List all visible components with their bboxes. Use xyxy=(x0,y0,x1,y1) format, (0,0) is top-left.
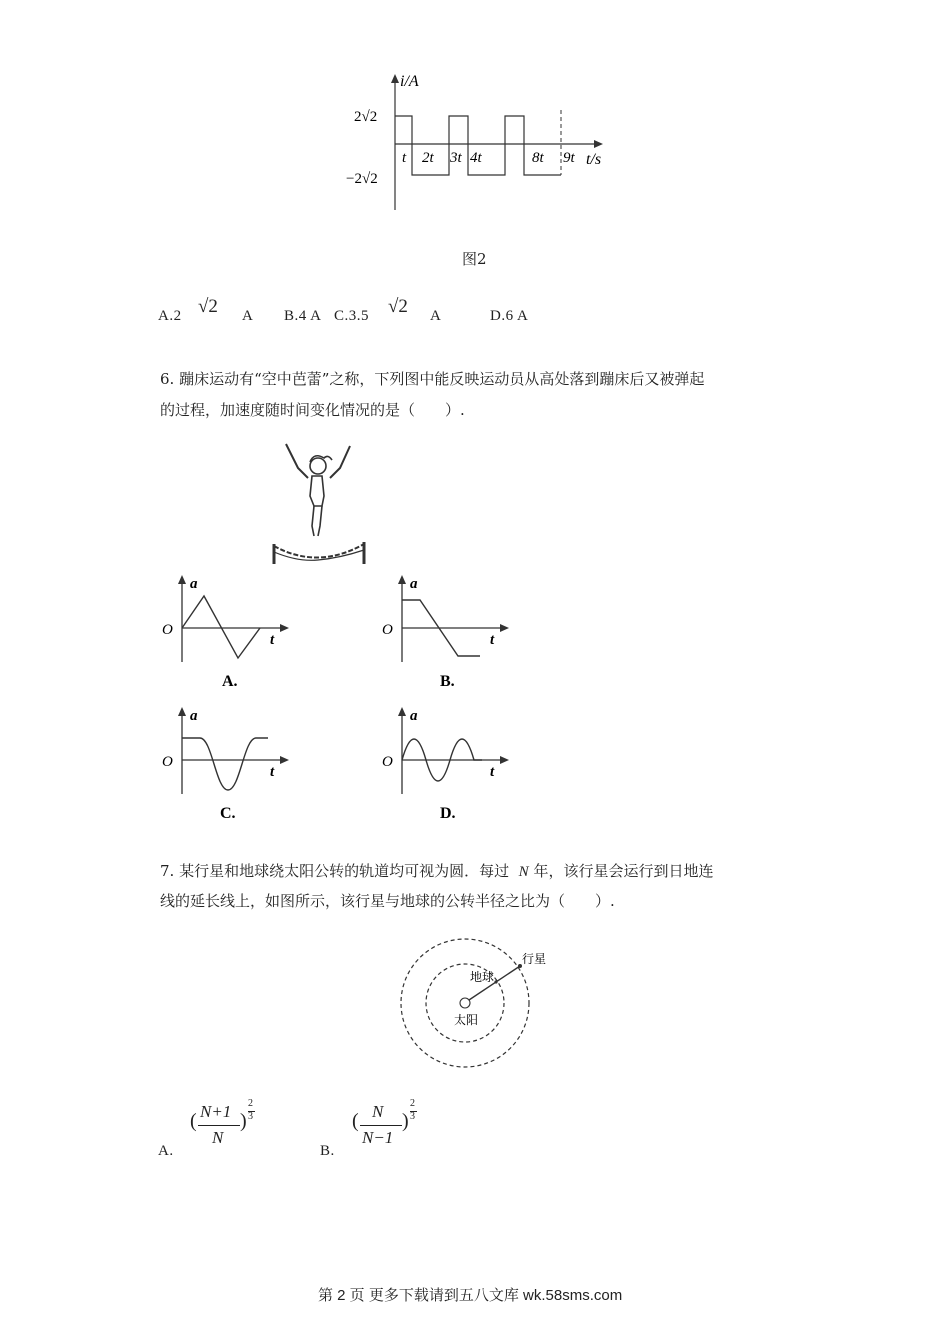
figure-2-square-wave xyxy=(340,70,620,220)
graph-a-axis-x: t xyxy=(270,632,275,648)
graph-b-label: B. xyxy=(440,673,455,690)
q6-graph-c xyxy=(152,702,302,822)
q7-a-exp-num: 2 xyxy=(248,1098,253,1109)
q5-option-c-unit: A xyxy=(430,308,442,324)
y-axis-arrow xyxy=(391,74,399,83)
q7-b-fraction-bar xyxy=(360,1125,402,1126)
q6-graph-d xyxy=(372,702,522,822)
q7-option-a-fraction: ( N+1 N ) 2 3 xyxy=(190,1098,253,1147)
q7-text-line1 xyxy=(160,860,713,883)
x-tick-t: t xyxy=(402,150,407,166)
graph-c-origin: O xyxy=(162,754,173,770)
q5-option-a xyxy=(158,305,182,327)
q5-option-a-unit: A xyxy=(242,308,254,324)
trampoline-athlete-illustration xyxy=(268,440,378,570)
graph-d-label: D. xyxy=(440,805,456,822)
graph-d-origin: O xyxy=(382,754,393,770)
q5-option-c-root: √2 xyxy=(388,296,408,317)
y-axis-label: i/A xyxy=(400,73,419,90)
q7-a-fraction-bar xyxy=(198,1125,240,1126)
q5-option-a-root: √2 xyxy=(198,296,218,317)
x-tick-2t: 2t xyxy=(422,150,434,166)
graph-b-axis-y: a xyxy=(410,576,418,592)
q7-text-line2: 线的延长线上，如图所示，该行星与地球的公转半径之比为（ ）. xyxy=(160,892,615,910)
q7-b-exp-den: 3 xyxy=(410,1111,415,1122)
x-tick-4t: 4t xyxy=(470,150,482,166)
q5-option-d: D.6 A xyxy=(490,308,529,324)
graph-c-axis-y: a xyxy=(190,708,198,724)
x-tick-3t: 3t xyxy=(450,150,462,166)
q6-text-line1: 6. 蹦床运动有“空中芭蕾”之称，下列图中能反映运动员从高处落到蹦床后又被弹起 xyxy=(160,370,705,388)
q7-b-exp-num: 2 xyxy=(410,1098,415,1109)
x-axis-label: t/s xyxy=(586,151,602,168)
label-earth: 地球 xyxy=(470,970,495,984)
sun-circle xyxy=(460,998,470,1008)
q5-option-a-prefix: A.2 xyxy=(158,308,182,324)
graph-a-axis-y: a xyxy=(190,576,198,592)
q6-graph-a xyxy=(152,572,302,692)
q7-a-denominator: N xyxy=(212,1128,224,1147)
q7-a-exp-den: 3 xyxy=(248,1111,253,1122)
q6-graph-b xyxy=(372,572,522,692)
q7-text-part1: 7. 某行星和地球绕太阳公转的轨道均可视为圆．每过 xyxy=(160,862,510,880)
q7-option-a-label: A. xyxy=(158,1143,174,1159)
graph-c-label: C. xyxy=(220,805,236,822)
label-planet: 行星 xyxy=(522,952,546,966)
page-footer: 第 2 页 更多下载请到五八文库 wk.58sms.com xyxy=(318,1287,623,1304)
figure-2-caption: 图2 xyxy=(462,250,487,268)
graph-a-label: A. xyxy=(222,673,238,690)
q5-option-b: B.4 A xyxy=(284,308,322,324)
q7-a-numerator: N+1 xyxy=(200,1102,232,1121)
graph-d-axis-y: a xyxy=(410,708,418,724)
q7-var-n: N xyxy=(518,864,529,880)
label-sun: 太阳 xyxy=(454,1013,479,1027)
graph-a-origin: O xyxy=(162,622,173,638)
current-waveform xyxy=(395,116,561,175)
orbit-diagram xyxy=(396,928,546,1078)
q7-b-numerator: N xyxy=(372,1102,384,1121)
graph-c-axis-x: t xyxy=(270,764,275,780)
q7-text-part2: 年，该行星会运行到日地连 xyxy=(533,862,714,880)
q7-option-b-label: B. xyxy=(320,1143,335,1159)
x-tick-9t: 9t xyxy=(563,150,575,166)
graph-d-axis-x: t xyxy=(490,764,495,780)
y-neg-label: −2√2 xyxy=(346,171,378,187)
x-axis-arrow xyxy=(594,140,603,148)
x-tick-8t: 8t xyxy=(532,150,544,166)
q7-option-b-fraction: ( N N−1 ) 2 3 xyxy=(352,1098,415,1147)
q7-b-denominator: N−1 xyxy=(362,1128,394,1147)
q6-text-line2: 的过程，加速度随时间变化情况的是（ ）. xyxy=(160,401,465,419)
graph-b-origin: O xyxy=(382,622,393,638)
earth-dot xyxy=(494,980,497,983)
q5-option-c-prefix: C.3.5 xyxy=(334,308,370,324)
y-pos-label: 2√2 xyxy=(354,109,378,125)
graph-b-axis-x: t xyxy=(490,632,495,648)
